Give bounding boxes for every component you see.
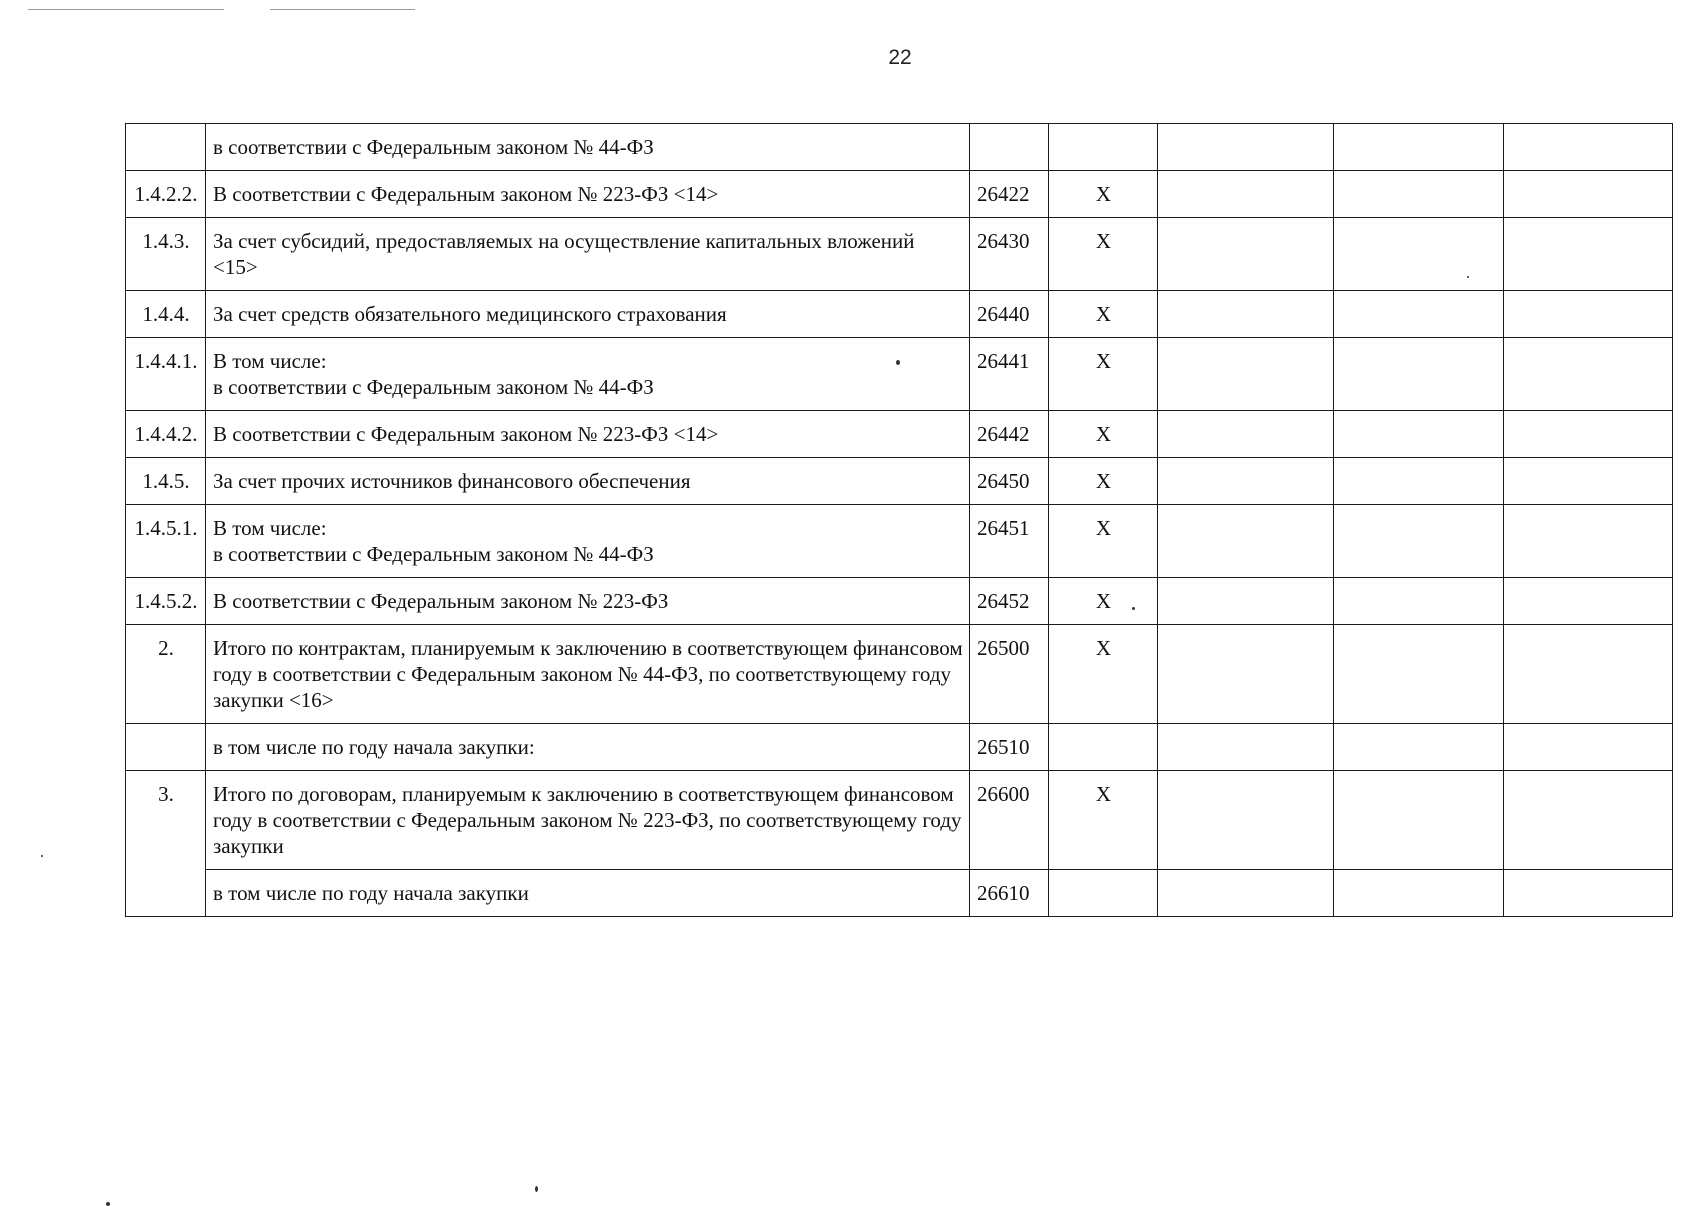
value-cell: [1504, 218, 1673, 291]
row-number: 3.: [126, 771, 206, 917]
row-description-line: в соответствии с Федеральным законом № 44-ФЗ: [213, 375, 654, 399]
row-description: Итого по контрактам, планируемым к заключению в соответствующем финансовом году в соответствии с Федеральным законом № 44-ФЗ, по соответствующему году закупки <16>: [206, 625, 970, 724]
table-row: [126, 578, 1673, 625]
row-description-line: в соответствии с Федеральным законом № 44-ФЗ: [213, 542, 654, 566]
value-cell: [1158, 625, 1334, 724]
scan-speck: [106, 1202, 110, 1206]
value-cell: [1158, 171, 1334, 218]
row-code: 26510: [970, 724, 1049, 771]
row-code: 26450: [970, 458, 1049, 505]
value-cell: [1158, 724, 1334, 771]
row-code: 26441: [970, 338, 1049, 411]
table-row: [126, 771, 1673, 870]
table-row: [126, 625, 1673, 724]
table-row: [126, 870, 1673, 917]
row-number: [126, 724, 206, 771]
scan-speck: [1467, 276, 1469, 278]
row-mark: X: [1049, 458, 1158, 505]
row-description: [206, 505, 970, 578]
value-cell: [1158, 338, 1334, 411]
row-number: 2.: [126, 625, 206, 724]
row-code: 26500: [970, 625, 1049, 724]
row-number: 1.4.4.: [126, 291, 206, 338]
value-cell: [1158, 411, 1334, 458]
value-cell: [1504, 578, 1673, 625]
value-cell: [1334, 870, 1504, 917]
row-mark: X: [1049, 771, 1158, 870]
table-row: [126, 724, 1673, 771]
row-number: 1.4.2.2.: [126, 171, 206, 218]
row-number: 1.4.4.2.: [126, 411, 206, 458]
row-description: в том числе по году начала закупки:: [206, 724, 970, 771]
value-cell: [1504, 291, 1673, 338]
value-cell: [1334, 505, 1504, 578]
value-cell: [1334, 578, 1504, 625]
table-row: [126, 218, 1673, 291]
row-description: в соответствии с Федеральным законом № 44-ФЗ: [206, 124, 970, 171]
row-code: 26451: [970, 505, 1049, 578]
row-description: За счет субсидий, предоставляемых на осуществление капитальных вложений <15>: [206, 218, 970, 291]
row-mark: [1049, 870, 1158, 917]
row-description: За счет прочих источников финансового обеспечения: [206, 458, 970, 505]
table-row: [126, 171, 1673, 218]
row-code: 26442: [970, 411, 1049, 458]
row-mark: X: [1049, 338, 1158, 411]
value-cell: [1334, 124, 1504, 171]
table-row: [126, 458, 1673, 505]
scan-speck: [896, 360, 900, 365]
value-cell: [1504, 124, 1673, 171]
row-number: 1.4.5.: [126, 458, 206, 505]
row-mark: X: [1049, 505, 1158, 578]
row-number: 1.4.5.2.: [126, 578, 206, 625]
value-cell: [1158, 218, 1334, 291]
value-cell: [1158, 578, 1334, 625]
row-code: 26422: [970, 171, 1049, 218]
page-number: 22: [888, 46, 912, 69]
row-code: 26600: [970, 771, 1049, 870]
row-description: В соответствии с Федеральным законом № 223-ФЗ <14>: [206, 411, 970, 458]
row-mark: X: [1049, 411, 1158, 458]
value-cell: [1158, 458, 1334, 505]
row-description: в том числе по году начала закупки: [206, 870, 970, 917]
row-description: [206, 338, 970, 411]
row-number: 1.4.5.1.: [126, 505, 206, 578]
value-cell: [1158, 870, 1334, 917]
scan-speck: [535, 1186, 538, 1192]
value-cell: [1504, 724, 1673, 771]
row-code: 26452: [970, 578, 1049, 625]
row-mark: [1049, 124, 1158, 171]
row-mark: X: [1049, 218, 1158, 291]
row-code: 26430: [970, 218, 1049, 291]
row-description-line: В том числе:: [213, 516, 327, 540]
value-cell: [1504, 458, 1673, 505]
row-description-line: В том числе:: [213, 349, 327, 373]
value-cell: [1504, 505, 1673, 578]
value-cell: [1334, 218, 1504, 291]
table-row: [126, 505, 1673, 578]
row-number: 1.4.4.1.: [126, 338, 206, 411]
value-cell: [1334, 338, 1504, 411]
value-cell: [1504, 625, 1673, 724]
top-rule-right: [270, 9, 415, 10]
scan-speck: [1132, 607, 1135, 610]
row-mark: X: [1049, 171, 1158, 218]
value-cell: [1504, 771, 1673, 870]
row-mark: X: [1049, 291, 1158, 338]
value-cell: [1504, 171, 1673, 218]
row-code: 26440: [970, 291, 1049, 338]
scan-speck: [41, 855, 43, 857]
top-rule-left: [28, 9, 224, 10]
row-number: [126, 124, 206, 171]
row-code: [970, 124, 1049, 171]
value-cell: [1334, 291, 1504, 338]
value-cell: [1158, 771, 1334, 870]
value-cell: [1334, 458, 1504, 505]
value-cell: [1504, 338, 1673, 411]
row-mark: X: [1049, 578, 1158, 625]
value-cell: [1334, 171, 1504, 218]
row-description: За счет средств обязательного медицинского страхования: [206, 291, 970, 338]
row-mark: [1049, 724, 1158, 771]
value-cell: [1334, 625, 1504, 724]
row-description: Итого по договорам, планируемым к заключению в соответствующем финансовом году в соответствии с Федеральным законом № 223-ФЗ, по соответствующему году закупки: [206, 771, 970, 870]
value-cell: [1158, 505, 1334, 578]
row-code: 26610: [970, 870, 1049, 917]
table-row: [126, 338, 1673, 411]
table-row: [126, 291, 1673, 338]
row-description: В соответствии с Федеральным законом № 223-ФЗ: [206, 578, 970, 625]
value-cell: [1158, 291, 1334, 338]
value-cell: [1334, 411, 1504, 458]
row-description: В соответствии с Федеральным законом № 223-ФЗ <14>: [206, 171, 970, 218]
value-cell: [1504, 411, 1673, 458]
value-cell: [1504, 870, 1673, 917]
value-cell: [1334, 724, 1504, 771]
form-table: [125, 123, 1673, 917]
table-row: [126, 124, 1673, 171]
value-cell: [1158, 124, 1334, 171]
value-cell: [1334, 771, 1504, 870]
table-row: [126, 411, 1673, 458]
row-mark: X: [1049, 625, 1158, 724]
row-number: 1.4.3.: [126, 218, 206, 291]
